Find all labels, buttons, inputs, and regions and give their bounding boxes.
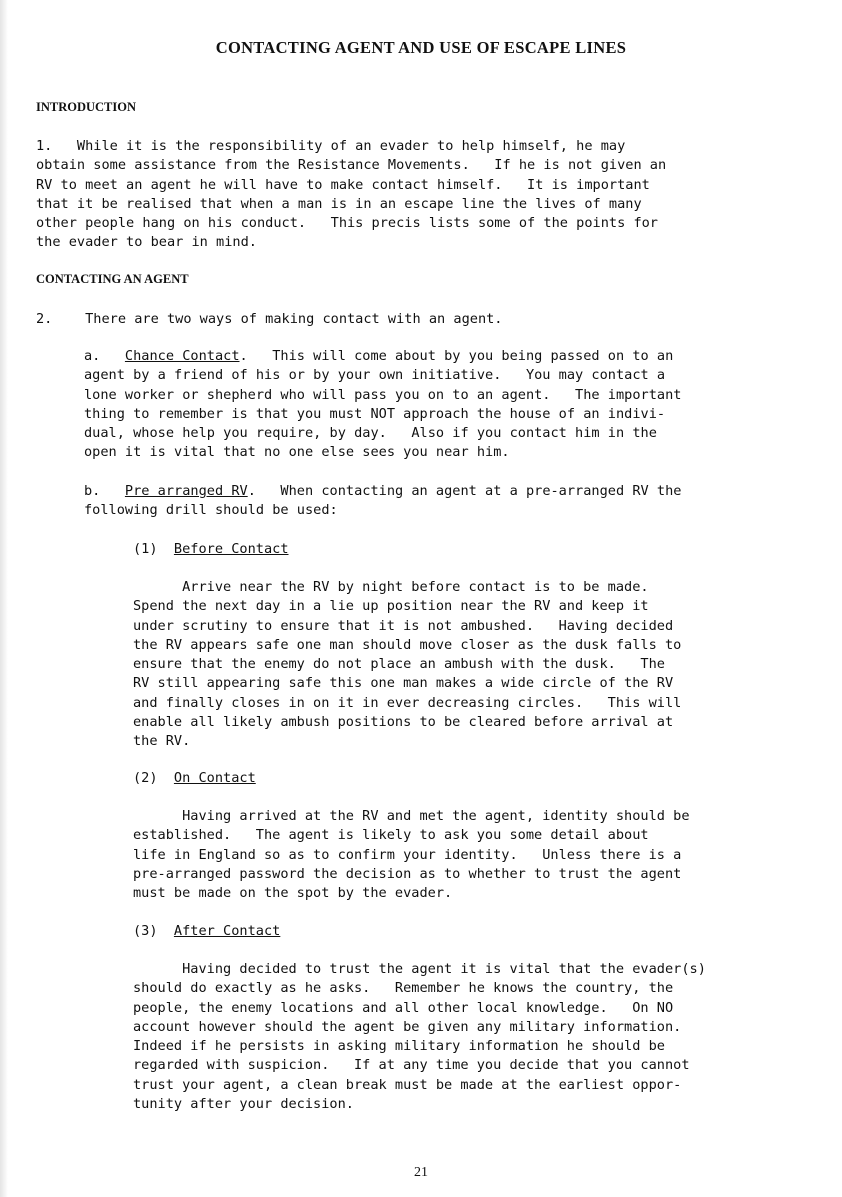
text-line: enable all likely ambush positions to be cleared before arrival at — [133, 714, 674, 731]
item-b-pre-arranged-rv — [84, 482, 804, 521]
text-line: trust your agent, a clean break must be made at the earliest oppor- — [133, 1076, 682, 1093]
text-line: and finally closes in on it in ever decreasing circles. This will — [133, 694, 682, 711]
text-line: Having decided to trust the agent it is vital that the evader(s) — [133, 961, 706, 977]
text-line: account however should the agent be given any military information. — [133, 1018, 682, 1035]
page-title: CONTACTING AGENT AND USE OF ESCAPE LINES — [215, 38, 627, 57]
text-line: tunity after your decision. — [133, 1096, 354, 1113]
text-line: under scrutiny to ensure that it is not ambushed. Having decided — [133, 617, 674, 634]
text-line: other people hang on his conduct. This precis lists some of the points for — [36, 215, 658, 232]
text-line: RV still appearing safe this one man makes a wide circle of the RV — [133, 675, 674, 692]
sub-heading-line — [133, 540, 813, 559]
text-line: the RV. — [133, 733, 191, 750]
text-line: must be made on the spot by the evader. — [133, 885, 453, 902]
introduction-paragraph — [36, 137, 796, 253]
sub-1-title: Before Contact — [173, 541, 289, 557]
item-marker: b. — [84, 483, 125, 499]
text-line: Indeed if he persists in asking military information he should be — [133, 1038, 665, 1055]
text-line: Spend the next day in a lie up position near the RV and keep it — [133, 598, 649, 615]
introduction-heading: INTRODUCTION — [36, 100, 137, 114]
sub-1-heading — [133, 540, 813, 559]
text-line: open it is vital that no one else sees you near him. — [84, 444, 510, 461]
text-line: Arrive near the RV by night before contact is to be made. — [133, 579, 649, 595]
text-line: established. The agent is likely to ask you some detail about — [133, 827, 649, 844]
sub-3-title: After Contact — [173, 923, 281, 939]
text-line: thing to remember is that you must NOT approach the house of an indivi- — [84, 405, 666, 422]
item-a-first-line — [84, 347, 804, 366]
text-line: regarded with suspicion. If at any time you decide that you cannot — [133, 1057, 690, 1074]
text-line: the evader to bear in mind. — [36, 234, 257, 251]
sub-marker: (1) — [133, 541, 174, 557]
text-line: following drill should be used: — [84, 502, 338, 519]
item-marker: a. — [84, 348, 125, 364]
text-line: life in England so as to confirm your identity. Unless there is a — [133, 846, 682, 863]
text-line: ensure that the enemy do not place an ambush with the dusk. The — [133, 656, 665, 673]
text-segment: . This will come about by you being passed on to an — [239, 348, 674, 364]
text-line: should do exactly as he asks. Remember he knows the country, the — [133, 980, 674, 997]
text-line: RV to meet an agent he will have to make contact himself. It is important — [36, 176, 650, 193]
sub-marker: (2) — [133, 770, 174, 786]
text-line: dual, whose help you require, by day. Also if you contact him in the — [84, 425, 657, 442]
sub-3-heading — [133, 922, 813, 941]
sub-2-title: On Contact — [173, 770, 256, 786]
text-line: 1. While it is the responsibility of an evader to help himself, he may — [36, 138, 626, 154]
sub-1-paragraph — [133, 578, 813, 752]
scan-edge-shadow — [0, 0, 8, 1197]
text-line: the RV appears safe one man should move closer as the dusk falls to — [133, 636, 682, 653]
item-b-title: Pre arranged RV — [124, 483, 248, 499]
text-line: obtain some assistance from the Resistance Movements. If he is not given an — [36, 157, 667, 174]
sub-heading-line — [133, 922, 813, 941]
text-line: Having arrived at the RV and met the agent, identity should be — [133, 808, 690, 824]
item-b-first-line — [84, 482, 804, 501]
contacting-heading: CONTACTING AN AGENT — [36, 272, 189, 286]
text-line: lone worker or shepherd who will pass you on to an agent. The important — [84, 386, 682, 403]
sub-marker: (3) — [133, 923, 174, 939]
text-line: people, the enemy locations and all other local knowledge. On NO — [133, 999, 674, 1016]
item-a-title: Chance Contact — [124, 348, 240, 364]
sub-2-heading — [133, 769, 813, 788]
item-a-chance-contact — [84, 347, 804, 463]
sub-3-paragraph — [133, 960, 823, 1114]
text-segment: . When contacting an agent at a pre-arranged RV the — [247, 483, 682, 499]
text-line: that it be realised that when a man is in an escape line the lives of many — [36, 195, 642, 212]
text-line: agent by a friend of his or by your own initiative. You may contact a — [84, 367, 666, 384]
paragraph-2 — [36, 310, 796, 329]
sub-2-paragraph — [133, 807, 813, 903]
sub-heading-line — [133, 769, 813, 788]
text-line: pre-arranged password the decision as to whether to trust the agent — [133, 865, 682, 882]
page-number: 21 — [414, 1165, 428, 1180]
text-line: 2. There are two ways of making contact with an agent. — [36, 311, 503, 327]
